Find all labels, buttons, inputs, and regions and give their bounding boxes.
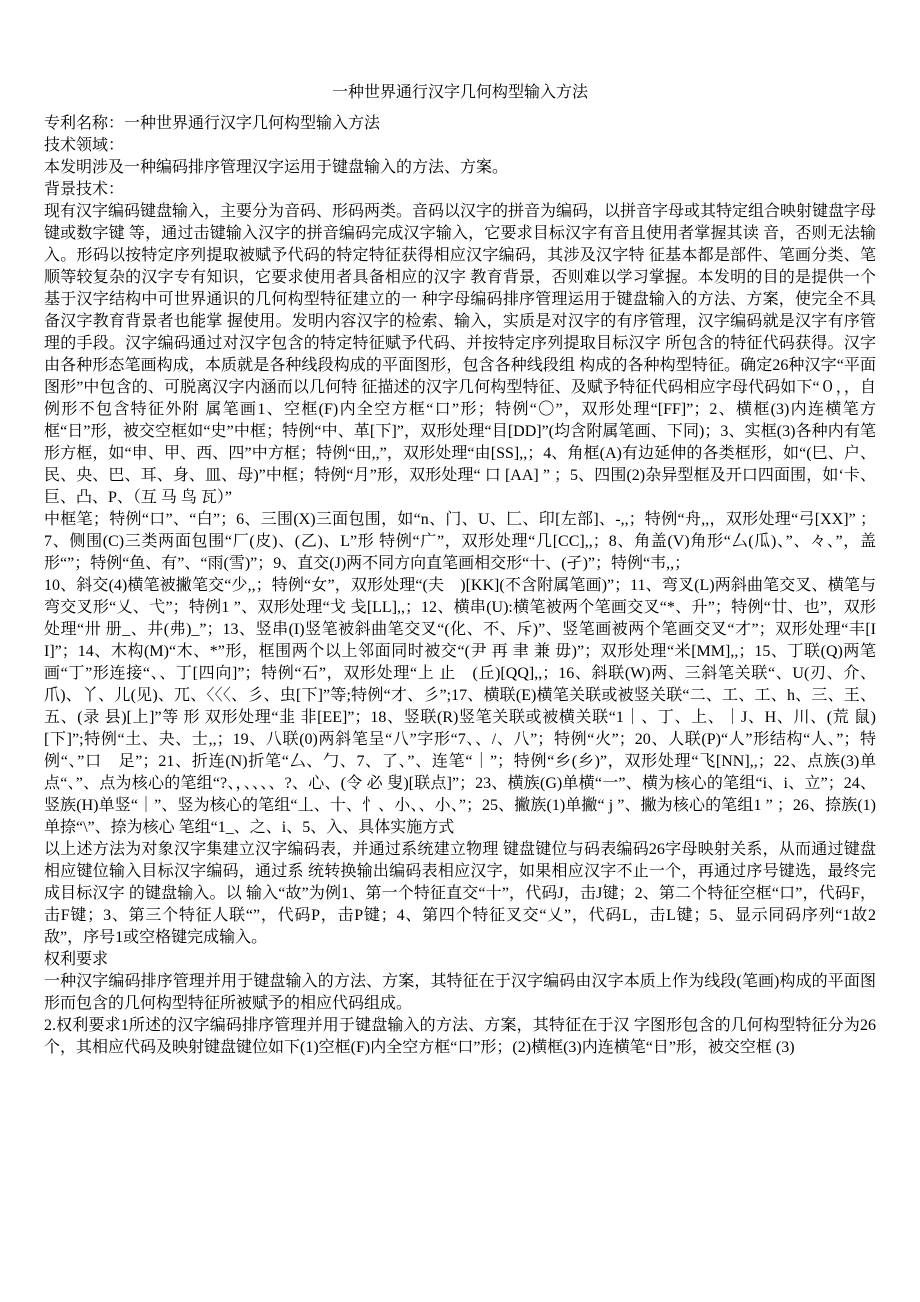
document-body xyxy=(44,113,876,1059)
paragraph-claims-heading: 权利要求 xyxy=(44,951,109,968)
paragraph-tech-field-heading: 技术领域： xyxy=(44,137,125,154)
document-title: 一种世界通行汉字几何构型输入方法 xyxy=(331,84,588,101)
paragraph-background-body: 现有汉字编码键盘输入，主要分为音码、形码两类。音码以汉字的拼音为编码，以拼音字母或其特定组合映射键盘字母键或数字键 等，通过击键输入汉字的拼音编码完成汉字输入，它要求目标汉字有音且使用者掌握其读 音，否则无法输入。形码以按特定序列提取被赋予代码的特定特征获得相应汉字编码，其涉及汉字特 征基本都是部件、笔画分类、笔顺等较复杂的汉字专有知识，它要求使用者具备相应的汉字 教育背景，否则难以学习掌握。本发明的目的是提供一个基于汉字结构中可世界通识的几何构型特征建立的一 种字母编码排序管理运用于键盘输入的方法、方案，使完全不具备汉字教育背景者也能掌 握使用。发明内容汉字的检索、输入，实质是对汉字的有序管理，汉字编码就是汉字有序管理的手段。汉字编码通过对汉字包含的特定特征赋予代码、并按特定序列提取目标汉字 所包含的特征代码获得。汉字由各种形态笔画构成，本质就是各种线段构成的平面图形，包含各种线段组 构成的各种构型特征。确定26种汉字“平面图形”中包含的、可脱离汉字内涵而以几何特 征描述的汉字几何构型特征、及赋予特征代码相应字母代码如下“０，，自例形不包含特征外附 属笔画1、空框(F)内全空方框“口”形；特例“〇”，双形处理“[FF]”；2、横框(3)内连横笔方框“日”形，被交空框如“史”中框；特例“中、革[下]”，双形处理“目[DD]”(均含附属笔画、下同)；3、实框(3)各种内有笔形方框，如“申、甲、西、四”中方框；特例“田,,”，双形处理“由[SS],,；4、角框(A)有边延伸的各类框形，如“(巳、户、民、央、巴、耳、身、皿、母)”中框；特例“月”形，双形处理“ 口 [AA] ” ；5、四围(2)杂异型框及开口四面围，如‘卡、巨、凸、P、（互 马 鸟 瓦）” xyxy=(44,203,877,506)
paragraph-claim-2: 2.权利要求1所述的汉字编码排序管理并用于键盘输入的方法、方案，其特征在于汉 字图形包含的几何构型特征分为26 个，其相应代码及映射键盘键位如下(1)空框(F)内全空方框“口”形；(2)横框(3)内连横笔“日”形，被交空框 (3) xyxy=(44,1017,876,1056)
paragraph-features-10-26: 10、斜交(4)横笔被撇笔交“少,,；特例“女”，双形处理“(夫 )[KK](不含附属笔画)”；11、弯叉(L)两斜曲笔交叉、横笔与弯交叉形“乂、弋”；特例1 ”、双形处理“戈 戋[LL],,；12、横串(U):横笔被两个笔画交叉“*、升”；特例“廿、也”，双形处理“卅 册_、井(弗)_”；13、竖串(I)竖笔被斜曲笔交叉“(化、不、斥)”、竖笔画被两个笔画交叉“才”；双形处理“丰[II]”；14、木构(M)“木、*”形，框围两个以上邻面同时被交“(尹 再 聿 兼 毋)”；双形处理“米[MM],,；15、丁联(Q)两笔画“丁”形连接“、、丁[四向]”；特例“石”，双形处理“上 止 (丘)[QQ],,；16、斜联(W)两、三斜笔关联“、U(刃、介、爪)、丫、儿(见)、兀、〈〈〈、彡、虫[下]”等;特例“才、彡”;17、横联(E)横笔关联或被竖关联“二、工、工、h、三、王、五、(录 县)[上]”等 形 双形处理“韭 非[EE]”；18、竖联(R)竖笔关联或被横关联“1｜、丁、上、｜J、H、川、(荒 鼠)[下]”;特例“土、夬、士,,；19、八联(0)两斜笔呈“八”字形“7、、/、八”；特例“火”；20、人联(P)“人”形结构“人、”；特例“、”口 足”；21、折连(N)折笔“厶、勹、7、了、”、连笔“｜”；特例“乡(乡)”，双形处理“飞[NN],,；22、点族(3)单点“、”、点为核心的笔组“?、，、、、、?、心、(令 必 叟)[联点]”；23、横族(G)单横“一”、横为核心的笔组“i、i、立”；24、竖族(H)单竖“｜”、竖为核心的笔组“丄、十、忄、小、、小、”；25、撇族(1)单撇“ j ”、撇为核心的笔组1 ” ；26、捺族(1)单捺“\”、捺为核心 笔组“1_、之、i、5、入、具体实施方式 xyxy=(44,577,876,836)
paragraph-features-6-9: 中框笔；特例“口”、“白”；6、三围(X)三面包围，如“n、门、U、匚、印[左部]、-,,；特例“舟,,，双形处理“弓[XX]” ；7、侧围(C)三类两面包围“厂(皮)、(乙)、L”形 特例“广”，双形处理“几[CC],,；8、角盖(V)角形“厶(瓜)、”、々、”，盖形“”；特例“鱼、有”、“雨(雪)”；9、直交(J)两不同方向直笔画相交形“十、(孑)”；特例“韦,,； xyxy=(44,511,876,572)
paragraph-background-heading: 背景技术： xyxy=(44,181,125,198)
paragraph-implementation: 以上述方法为对象汉字集建立汉字编码表，并通过系统建立物理 键盘键位与码表编码26字母映射关系，从而通过键盘相应键位输入目标汉字编码，通过系 统转换输出编码表相应汉字，如果相应汉字不止一个，再通过序号键选，最终完成目标汉字 的键盘输入。以 输入“故”为例1、第一个特征直交“十”，代码J，击J键；2、第二个特征空框“口”，代码F，击F键；3、第三个特征人联“”，代码P，击P键；4、第四个特征叉交“乂”，代码L，击L键；5、显示同码序列“1故2敌”，序号1或空格键完成输入。 xyxy=(44,841,876,946)
paragraph-patent-name: 专利名称：一种世界通行汉字几何构型输入方法 xyxy=(44,115,381,132)
paragraph-claim-1: 一种汉字编码排序管理并用于键盘输入的方法、方案，其特征在于汉字编码由汉字本质上作为线段(笔画)构成的平面图形而包含的几何构型特征所被赋予的相应代码组成。 xyxy=(44,973,876,1012)
paragraph-tech-field-body: 本发明涉及一种编码排序管理汉字运用于键盘输入的方法、方案。 xyxy=(44,159,509,176)
